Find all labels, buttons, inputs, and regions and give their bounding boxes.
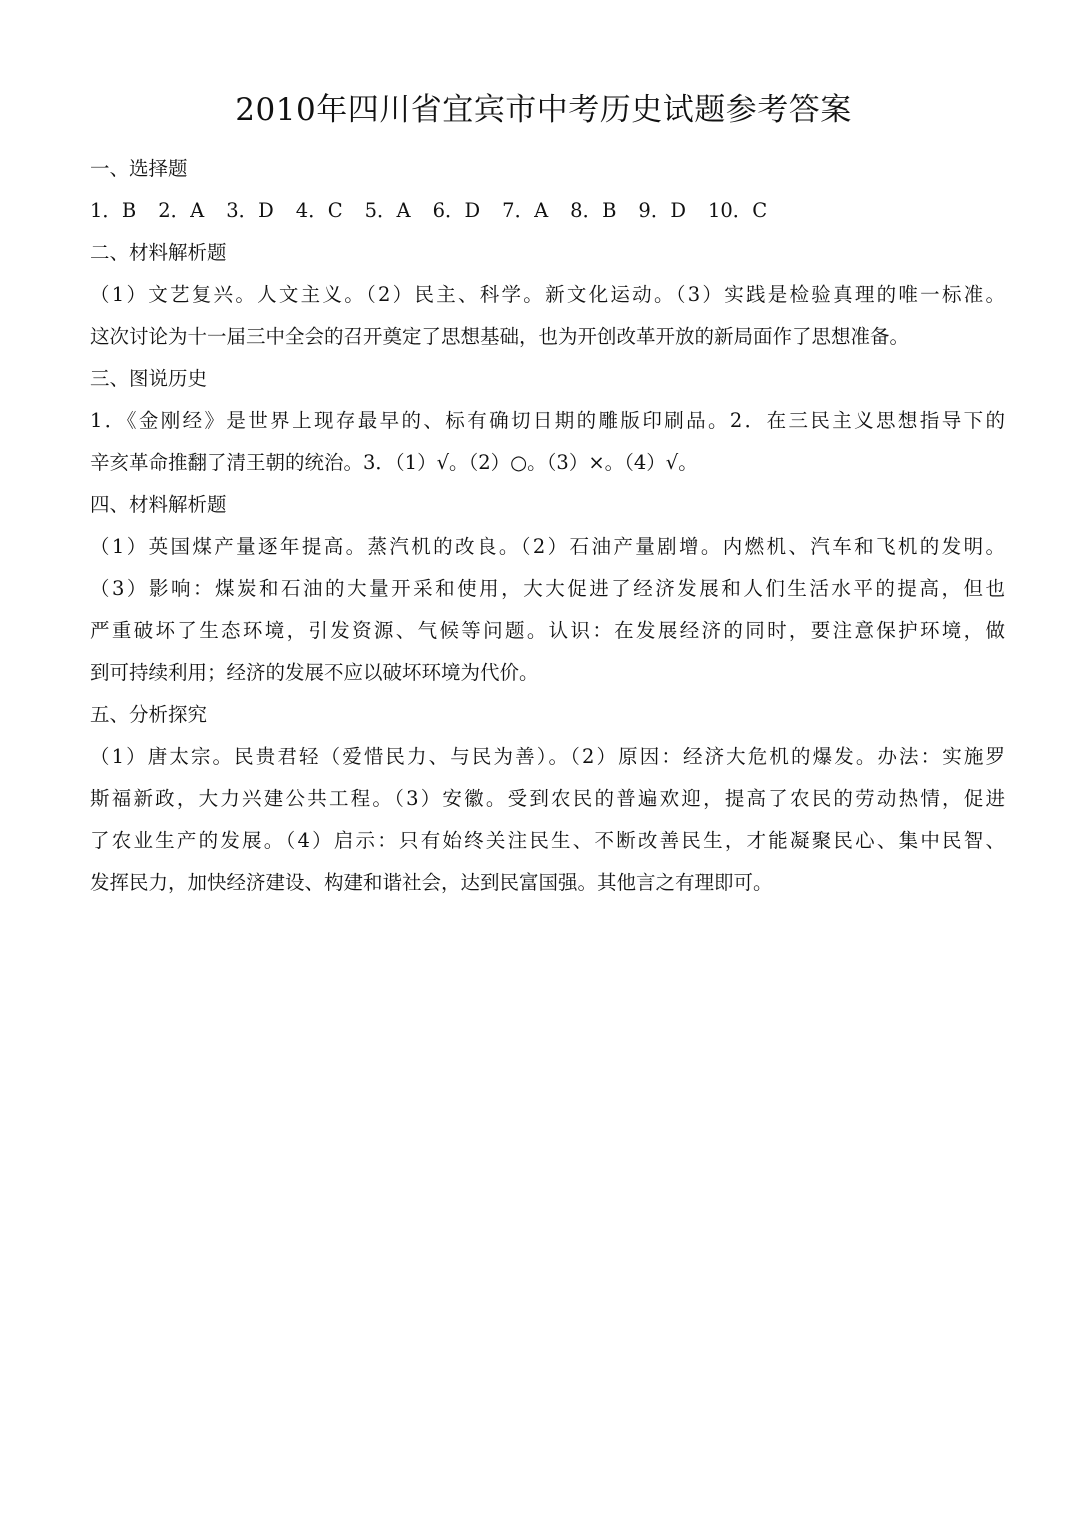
- answer-content: [90, 148, 1005, 904]
- answer-line: （1）文艺复兴。人文主义。（2）民主、科学。新文化运动。（3）实践是检验真理的唯一标准。: [90, 283, 1005, 306]
- section-heading-material-analysis-2: 四、材料解析题: [90, 493, 227, 516]
- mc-answer: 1．B: [90, 199, 137, 222]
- section-heading-multiple-choice: 一、选择题: [90, 157, 188, 180]
- mc-answer: 7．A: [502, 199, 549, 222]
- mc-answer: 9．D: [638, 199, 686, 222]
- section-heading-material-analysis: 二、材料解析题: [90, 241, 227, 264]
- answer-line: （1）唐太宗。民贵君轻（爱惜民力、与民为善）。（2）原因：经济大危机的爆发。办法：实施罗: [90, 745, 1005, 768]
- answer-line: 1．《金刚经》是世界上现存最早的、标有确切日期的雕版印刷品。2．在三民主义思想指导下的: [90, 409, 1005, 432]
- multiple-choice-answers: [90, 190, 1005, 232]
- mc-answer: 10．C: [707, 199, 768, 222]
- answer-line: 严重破坏了生态环境，引发资源、气候等问题。认识：在发展经济的同时，要注意保护环境，做: [90, 619, 1005, 642]
- answer-line: （3）影响：煤炭和石油的大量开采和使用，大大促进了经济发展和人们生活水平的提高，但也: [90, 577, 1005, 600]
- section-heading-analysis-inquiry: 五、分析探究: [90, 703, 208, 726]
- answer-line: 斯福新政，大力兴建公共工程。（3）安徽。受到农民的普遍欢迎，提高了农民的劳动热情，促进: [90, 787, 1005, 810]
- section-heading-picture-history: 三、图说历史: [90, 367, 208, 390]
- mc-answer: 2．A: [158, 199, 205, 222]
- answer-line: 了农业生产的发展。（4）启示：只有始终关注民生、不断改善民生，才能凝聚民心、集中民智、: [90, 829, 1005, 852]
- answer-line: 辛亥革命推翻了清王朝的统治。3．（1）√。（2）○。（3）×。（4）√。: [90, 451, 698, 474]
- mc-answer: 5．A: [364, 199, 411, 222]
- answer-line: 这次讨论为十一届三中全会的召开奠定了思想基础，也为开创改革开放的新局面作了思想准备。: [90, 325, 910, 348]
- mc-answer: 3．D: [226, 199, 274, 222]
- answer-line: 到可持续利用；经济的发展不应以破坏环境为代价。: [90, 661, 539, 684]
- mc-answer: 4．C: [295, 199, 343, 222]
- mc-answer: 8．B: [570, 199, 617, 222]
- mc-answer: 6．D: [432, 199, 481, 222]
- answer-line: 发挥民力，加快经济建设、构建和谐社会，达到民富国强。其他言之有理即可。: [90, 871, 773, 894]
- page-title: 2010年四川省宜宾市中考历史试题参考答案: [235, 92, 852, 128]
- answer-line: （1）英国煤产量逐年提高。蒸汽机的改良。（2）石油产量剧增。内燃机、汽车和飞机的发明。: [90, 535, 1005, 558]
